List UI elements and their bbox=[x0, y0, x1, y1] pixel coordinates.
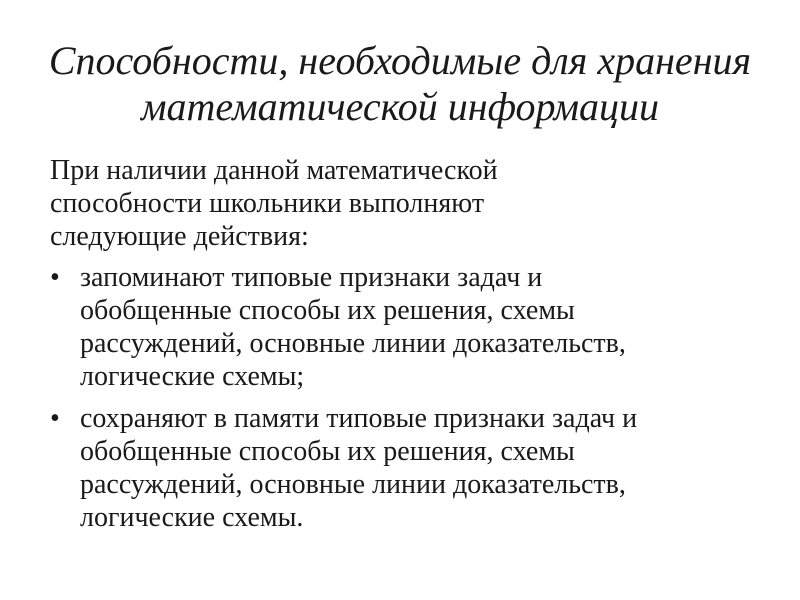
bullet-2-line-3: рассуждений, основные линии доказательств, bbox=[80, 469, 626, 500]
bullet-1-line-4: логические схемы; bbox=[80, 361, 305, 392]
bullet-icon: • bbox=[50, 262, 60, 293]
bullet-1-line-3: рассуждений, основные линии доказательств, bbox=[80, 328, 626, 359]
slide-title bbox=[20, 38, 780, 130]
bullet-icon: • bbox=[50, 403, 60, 434]
slide-body bbox=[50, 154, 770, 543]
bullet-list bbox=[50, 261, 770, 534]
intro-line-3: следующие действия: bbox=[50, 221, 309, 252]
bullet-text bbox=[80, 402, 770, 534]
bullet-1-line-1: запоминают типовые признаки задач и bbox=[80, 262, 543, 293]
bullet-2-line-4: логические схемы. bbox=[80, 502, 304, 533]
bullet-2-line-1: сохраняют в памяти типовые признаки задач и bbox=[80, 403, 638, 434]
intro-line-2: способности школьники выполняют bbox=[50, 188, 485, 219]
intro-line-1: При наличии данной математической bbox=[50, 155, 498, 186]
bullet-text bbox=[80, 261, 770, 393]
bullet-item-memorize bbox=[50, 261, 770, 393]
intro-paragraph bbox=[50, 154, 770, 253]
slide-title-line-1: Способности, необходимые для хранения bbox=[48, 38, 752, 83]
bullet-1-line-2: обобщенные способы их решения, схемы bbox=[80, 295, 575, 326]
bullet-item-retain bbox=[50, 402, 770, 534]
slide-title-line-2: математической информации bbox=[140, 84, 660, 129]
bullet-2-line-2: обобщенные способы их решения, схемы bbox=[80, 436, 575, 467]
